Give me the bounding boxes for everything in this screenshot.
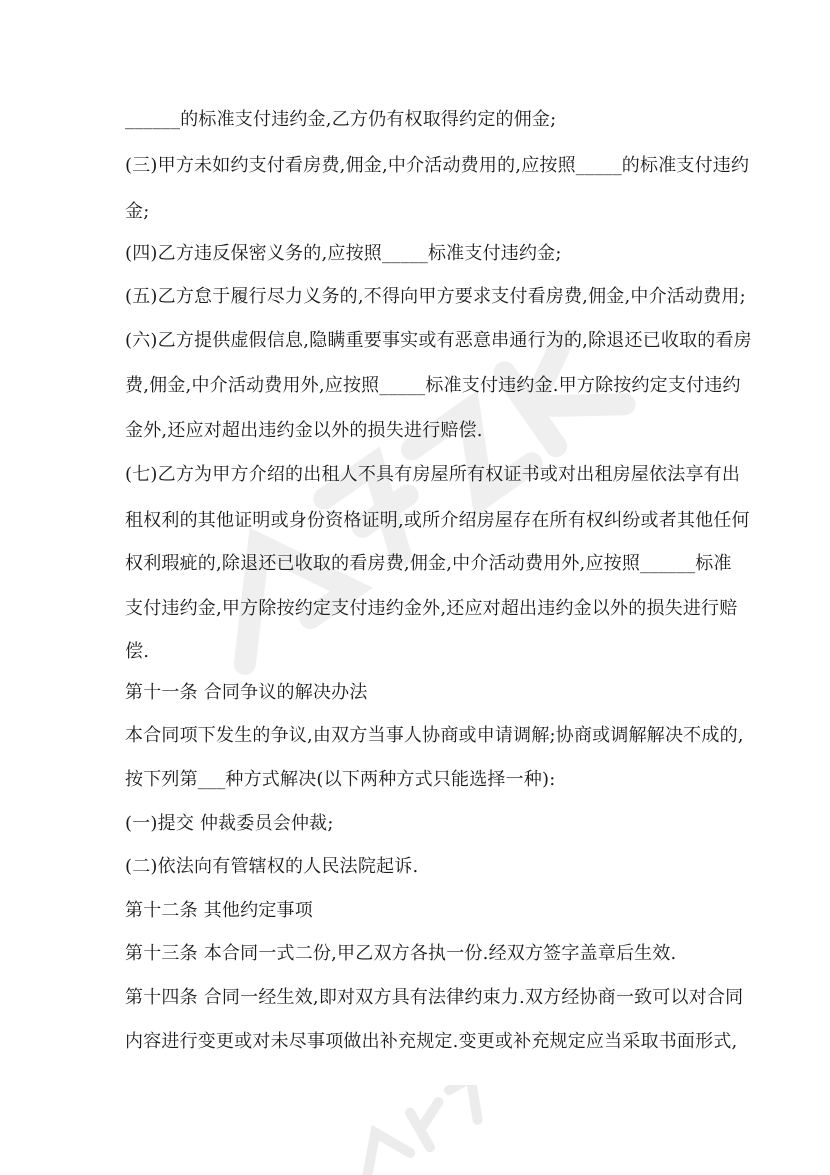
body-line: 按下列第___种方式解决(以下两种方式只能选择一种): — [125, 769, 556, 790]
body-line: 金外,还应对超出违约金以外的损失进行赔偿. — [125, 420, 483, 441]
body-line: (一)提交 仲裁委员会仲裁; — [125, 813, 334, 834]
section-heading: 第十三条 本合同一式二份,甲乙双方各执一份.经双方签字盖章后生效. — [125, 943, 677, 964]
body-line: 权利瑕疵的,除退还已收取的看房费,佣金,中介活动费用外,应按照______标准 — [125, 553, 732, 574]
body-line: (七)乙方为甲方介绍的出租人不具有房屋所有权证书或对出租房屋依法享有出 — [125, 464, 741, 485]
body-line: ______的标准支付违约金,乙方仍有权取得约定的佣金; — [125, 109, 557, 130]
body-line: (六)乙方提供虚假信息,隐瞒重要事实或有恶意串通行为的,除退还已收取的看房 — [125, 330, 752, 351]
body-line: 费,佣金,中介活动费用外,应按照_____标准支付违约金.甲方除按约定支付违约 — [125, 375, 741, 396]
body-line: (二)依法向有管辖权的人民法院起诉. — [125, 856, 419, 877]
body-line: (三)甲方未如约支付看房费,佣金,中介活动费用的,应按照_____的标准支付违约 — [125, 155, 750, 176]
body-line: (五)乙方怠于履行尽力义务的,不得向甲方要求支付看房费,佣金,中介活动费用; — [125, 286, 746, 307]
body-line: (四)乙方违反保密义务的,应按照_____标准支付违约金; — [125, 243, 562, 264]
section-heading: 第十四条 合同一经生效,即对双方具有法律约束力.双方经协商一致可以对合同 — [125, 987, 744, 1008]
body-line: 内容进行变更或对未尽事项做出补充规定.变更或补充规定应当采取书面形式, — [125, 1031, 738, 1052]
body-line: 租权利的其他证明或身份资格证明,或所介绍房屋存在所有权纠纷或者其他任何 — [125, 510, 750, 531]
body-line: 金; — [125, 201, 150, 222]
body-line: 本合同项下发生的争议,由双方当事人协商或申请调解;协商或调解解决不成的, — [125, 725, 744, 746]
section-heading: 第十二条 其他约定事项 — [125, 900, 313, 921]
section-heading: 第十一条 合同争议的解决办法 — [125, 682, 368, 703]
body-line: 偿. — [125, 641, 150, 662]
body-line: 支付违约金,甲方除按约定支付违约金外,还应对超出违约金以外的损失进行赔 — [125, 598, 738, 619]
